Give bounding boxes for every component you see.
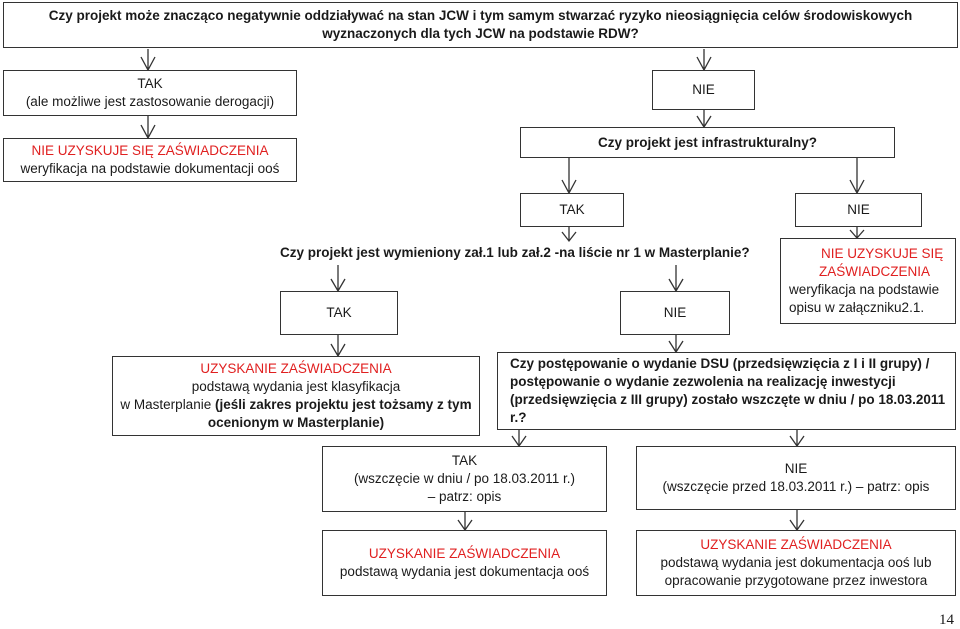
result-certificate-ooś-documentation <box>322 530 607 596</box>
result-certificate-masterplan <box>112 356 480 436</box>
question-dsu-line2: postępowanie o wydanie zezwolenia na realizację inwestycji <box>510 374 896 389</box>
arrow-tak-to-result1 <box>141 115 155 138</box>
nie4-date-note: (wszczęcie przed 18.03.2011 r.) – patrz: opis <box>662 479 930 494</box>
nie-label: NIE <box>692 82 715 97</box>
result-verification-text: weryfikacja na podstawie dokumentacji ooś <box>20 161 280 176</box>
nie-label: NIE <box>663 305 687 320</box>
arrow-tak2-to-q3 <box>562 227 576 241</box>
question-infrastructure <box>520 127 895 158</box>
tak-label: TAK <box>559 202 585 217</box>
tak-label: TAK <box>137 76 163 91</box>
arrow-nie4-to-result5 <box>790 510 804 530</box>
result3-line2 <box>120 396 471 414</box>
tak-label: TAK <box>451 453 478 468</box>
tak4-see-description: – patrz: opis <box>427 489 502 504</box>
arrow-q3-to-nie3 <box>669 265 683 291</box>
derogation-note: (ale możliwe jest zastosowanie derogacji) <box>25 94 275 109</box>
arrow-q3-to-tak3 <box>331 265 345 291</box>
page-number: 14 <box>939 612 954 628</box>
arrow-tak4-to-result4 <box>458 512 472 530</box>
result3-line2a: w Masterplanie <box>120 397 215 412</box>
question-infrastructure-text: Czy projekt jest infrastrukturalny? <box>597 134 818 150</box>
answer-tak-2 <box>520 193 624 227</box>
tak-label: TAK <box>326 305 352 320</box>
result3-line3: ocenionym w Masterplanie) <box>207 415 385 430</box>
arrow-q4-to-nie4 <box>790 430 804 446</box>
question-masterplan-text: Czy projekt jest wymieniony zał.1 lub zał.2 -na liście nr 1 w Masterplanie? <box>280 245 750 260</box>
result3-line1: podstawą wydania jest klasyfikacja <box>191 379 401 394</box>
arrow-nie3-to-q4 <box>669 334 683 352</box>
arrow-q2-to-nie2 <box>850 158 864 193</box>
arrow-q1-to-tak <box>141 49 155 70</box>
result2-red-line2: ZAŚWIADCZENIA <box>819 264 931 279</box>
arrow-q4-to-tak4 <box>512 430 526 446</box>
result4-certificate-label: UZYSKANIE ZAŚWIADCZENIA <box>368 546 561 561</box>
arrow-tak3-to-result3 <box>331 334 345 356</box>
result3-certificate-label: UZYSKANIE ZAŚWIADCZENIA <box>200 361 392 376</box>
result-no-certificate-ooś <box>3 138 297 182</box>
question-jcw-impact <box>3 2 958 48</box>
result2-text-line2: opisu w załączniku2.1. <box>789 300 925 315</box>
answer-nie-2 <box>795 193 922 227</box>
result3-line2b: (jeśli zakres projektu jest tożsamy z tym <box>214 397 472 412</box>
result-no-certificate-label: NIE UZYSKUJE SIĘ ZAŚWIADCZENIA <box>31 143 269 158</box>
answer-nie-4-started-before <box>636 446 956 510</box>
result2-red-line1: NIE UZYSKUJE SIĘ <box>821 246 944 261</box>
answer-tak-4-started-after <box>322 446 607 512</box>
result5-certificate-label: UZYSKANIE ZAŚWIADCZENIA <box>700 537 892 552</box>
question-masterplan-list <box>280 241 760 265</box>
question-dsu-line3: (przedsięwzięcia z III grupy) zostało wszczęte w dniu / po 18.03.2011 r.? <box>510 392 946 425</box>
result4-text: podstawą wydania jest dokumentacja ooś <box>339 564 590 579</box>
arrow-q2-to-tak2 <box>562 158 576 193</box>
nie-label: NIE <box>847 202 870 217</box>
arrow-nie2-to-result2 <box>850 227 864 238</box>
result2-text-line1: weryfikacja na podstawie <box>789 282 940 297</box>
arrow-nie-to-q2 <box>697 110 711 127</box>
answer-tak-derogation <box>3 70 297 116</box>
question-jcw-line2: wyznaczonych dla tych JCW na podstawie RDW? <box>322 26 639 41</box>
result-certificate-investor-study <box>636 530 956 596</box>
nie-label: NIE <box>784 461 808 476</box>
answer-nie-1 <box>652 70 755 110</box>
question-dsu-line1: Czy postępowanie o wydanie DSU (przedsięwzięcia z I i II grupy) / <box>510 356 930 371</box>
result5-line1: podstawą wydania jest dokumentacja ooś lub <box>660 555 932 570</box>
arrow-q1-to-nie <box>697 49 711 70</box>
result5-line2: opracowanie przygotowane przez inwestora <box>664 573 928 588</box>
question-jcw-line1: Czy projekt może znacząco negatywnie oddziaływać na stan JCW i tym samym stwarzać ryzyko nieosiągnięcia celów środowiskowych <box>48 8 913 23</box>
result-no-certificate-attachment <box>780 238 956 324</box>
answer-nie-3 <box>620 291 730 335</box>
tak4-date-note: (wszczęcie w dniu / po 18.03.2011 r.) <box>353 471 576 486</box>
answer-tak-3 <box>280 291 398 335</box>
question-dsu-procedure <box>497 352 956 430</box>
